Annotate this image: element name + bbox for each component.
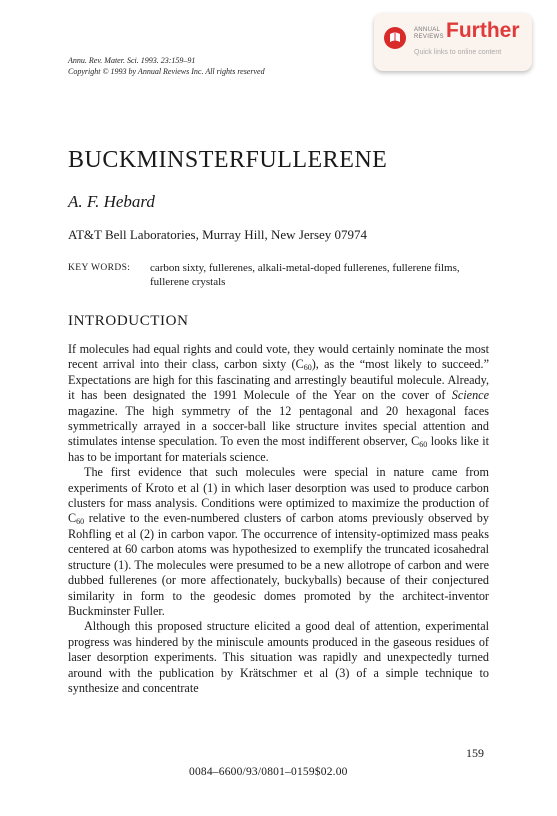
- further-badge[interactable]: [374, 13, 532, 71]
- annual-reviews-logo-icon: [384, 27, 406, 49]
- citation-line-2: Copyright © 1993 by Annual Reviews Inc. All rights reserved: [68, 67, 265, 76]
- keywords-text: carbon sixty, fullerenes, alkali-metal-doped fullerenes, fullerene films, fullerene crystals: [150, 262, 460, 288]
- page-number: 159: [466, 746, 484, 760]
- citation-line-1: Annu. Rev. Mater. Sci. 1993. 23:159–91: [68, 56, 196, 65]
- keywords-label: KEY WORDS:: [68, 263, 131, 273]
- author-affiliation: AT&T Bell Laboratories, Murray Hill, New Jersey 07974: [68, 227, 368, 242]
- paragraph-3: Although this proposed structure elicited a good deal of attention, experimental progress was hindered by the miniscule amounts produced in the gaseous residues of laser desorption experiments. This situation was rapidly and unexpectedly turned around with the publication by Krätschmer et al (3) of a simple technique to synthesize and concentrate: [68, 619, 489, 695]
- paragraph-2: The first evidence that such molecules were special in nature came from experiments of Kroto et al (1) in which laser desorption was used to produce carbon clusters for mass analysis. Conditions were optimized to maximize the production of $C_{60}$ relative to the even-numbered clusters of carbon atoms previously observed by Rohfling et al (2) in carbon vapor. The occurrence of intensity-optimized mass peaks centered at 60 carbon atoms was hypothesized to exemplify the truncated icosahedral structure (1). The molecules were presumed to be a new allotrope of carbon and were dubbed fullerenes (or more affectionately, buckyballs) because of their conjectured similarity in form to the geodesic domes promoted by the architect-inventor Buckminster Fuller.: [68, 465, 489, 618]
- keywords-block: [68, 261, 490, 289]
- badge-further: Further: [446, 19, 520, 42]
- article-body: [68, 342, 489, 696]
- paragraph-1: If molecules had equal rights and could vote, they would certainly nominate the most recent arrival into their class, carbon sixty $(C_{60})$, as the “most likely to succeed.” Expectations are high for this fascinating and arrestingly beautiful molecule. Already, it has been designated the 1991 Molecule of the Year on the cover of Science magazine. The high symmetry of the 12 pentagonal and 20 hexagonal faces symmetrically arrayed in a soccer-ball like structure invites special attention and stimulates intense speculation. To even the most indifferent observer, $C_{60}$ looks like it has to be important for materials science.: [68, 342, 490, 464]
- badge-reviews: REVIEWS: [414, 34, 444, 40]
- annual-reviews-wordmark: [414, 27, 444, 41]
- article-title: BUCKMINSTERFULLERENE: [68, 147, 388, 173]
- section-heading: INTRODUCTION: [68, 313, 189, 329]
- badge-annual: ANNUAL: [414, 27, 441, 33]
- journal-citation: [68, 55, 265, 77]
- author-name: A. F. Hebard: [68, 192, 155, 211]
- badge-tagline: Quick links to online content: [414, 49, 502, 56]
- footer-code: 0084–6600/93/0801–0159$02.00: [189, 766, 348, 778]
